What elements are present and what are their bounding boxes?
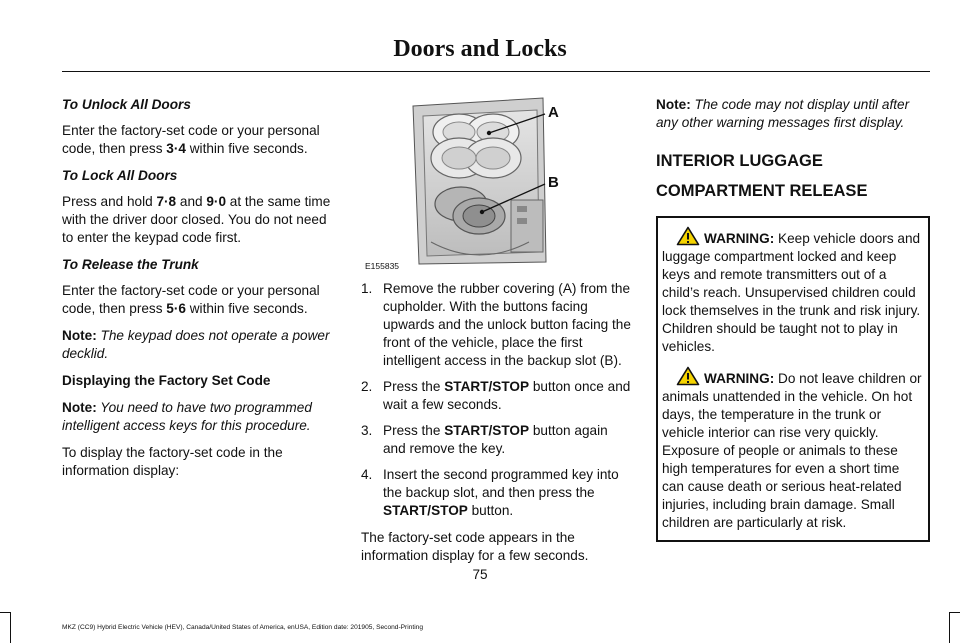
unlock-paragraph: [62, 122, 340, 158]
page-title: Doors and Locks: [393, 36, 567, 62]
step-number: 4.: [361, 467, 373, 482]
lock-text: Press and hold: [62, 194, 157, 209]
trunk-paragraph: [62, 282, 340, 318]
step-button-name: START/STOP: [444, 423, 530, 438]
trunk-text-end: within five seconds.: [185, 301, 308, 316]
note-text: The code may not display until after any other warning messages first display.: [656, 97, 910, 130]
note-label: Note:: [62, 400, 97, 415]
lock-text-end: at the same time with the driver door closed. You do not need to enter the keypad code first.: [62, 194, 331, 245]
edition-footer: MKZ (CC9) Hybrid Electric Vehicle (HEV), Canada/United States of America, enUSA, Edition date: 201905, Second-Printing: [62, 624, 423, 631]
unlock-text: Enter the factory-set code or your personal code, then press: [62, 123, 320, 156]
lock-paragraph: [62, 193, 340, 247]
lock-text-and: and: [176, 194, 207, 209]
header-rule: [62, 71, 930, 72]
column-right: [656, 96, 928, 542]
step-button-name: START/STOP: [383, 503, 468, 518]
trunk-heading: To Release the Trunk: [62, 257, 199, 272]
unlock-key: 3·4: [166, 141, 186, 156]
cupholder-drawing: [361, 92, 623, 270]
procedure-steps: [361, 280, 633, 520]
section-heading-line-1: INTERIOR LUGGAGE: [656, 152, 823, 170]
display-code-paragraph: To display the factory-set code in the information display:: [62, 445, 283, 478]
step-text: Insert the second programmed key into the backup slot, and then press the: [383, 467, 619, 500]
step-number: 2.: [361, 379, 373, 394]
step-text-end: button once and wait a few seconds.: [383, 379, 631, 412]
closing-paragraph: The factory-set code appears in the information display for a few seconds.: [361, 530, 589, 563]
step-number: 1.: [361, 281, 373, 296]
crop-mark-right: [949, 612, 950, 643]
note-keypad: [62, 327, 340, 363]
warning-triangle-icon: [676, 226, 700, 246]
figure-label-b: B: [548, 174, 559, 191]
warning-label: WARNING:: [704, 371, 775, 386]
step-button-name: START/STOP: [444, 379, 530, 394]
unlock-heading: To Unlock All Doors: [62, 97, 191, 112]
section-heading: [656, 150, 928, 202]
step-number: 3.: [361, 423, 373, 438]
trunk-text: Enter the factory-set code or your personal code, then press: [62, 283, 320, 316]
note-label: Note:: [656, 97, 691, 112]
figure-label-a: A: [548, 104, 559, 121]
note-label: Note:: [62, 328, 97, 343]
warning-children-trunk: [662, 226, 924, 356]
unlock-text-end: within five seconds.: [185, 141, 308, 156]
column-left: [62, 96, 340, 489]
figure-code: E155835: [365, 261, 400, 271]
warning-triangle-icon: [676, 366, 700, 386]
note-text: You need to have two programmed intelligent access keys for this procedure.: [62, 400, 312, 433]
column-middle: [361, 92, 633, 574]
trunk-key: 5·6: [166, 301, 186, 316]
warning-text: Keep vehicle doors and luggage compartment locked and keep keys and remote transmitters out of a child’s reach. Unsupervised children could lock themselves in the trunk and risk injury. Children should be taught not to play in vehicles.: [662, 231, 921, 354]
lock-heading: To Lock All Doors: [62, 168, 178, 183]
note-intelligent-keys: [62, 399, 340, 435]
step-1: [361, 280, 633, 370]
warning-text: Do not leave children or animals unattended in the vehicle. On hot days, the temperature in the trunk or vehicle interior can rise very quickly. Exposure of people or animals to these high temperatures for even a short time can cause death or serious heat-related injuries, including brain damage. Small children are particularly at risk.: [662, 371, 922, 530]
note-code-display: [656, 96, 928, 132]
step-4: [361, 466, 633, 520]
display-code-heading: Displaying the Factory Set Code: [62, 373, 271, 388]
step-text: Press the: [383, 423, 445, 438]
step-3: [361, 422, 633, 458]
crop-mark-left: [10, 612, 11, 643]
warning-children-heat: [662, 366, 924, 532]
lock-key-2: 9·0: [206, 194, 227, 209]
crop-mark-left-h: [0, 612, 11, 613]
page-number: 75: [472, 567, 488, 582]
step-text: Press the: [383, 379, 445, 394]
section-heading-line-2: COMPARTMENT RELEASE: [656, 182, 868, 200]
warning-box: [656, 216, 930, 542]
crop-mark-right-h: [949, 612, 960, 613]
lock-key-1: 7·8: [156, 194, 177, 209]
step-2: [361, 378, 633, 414]
step-text-end: button.: [467, 503, 514, 518]
warning-label: WARNING:: [704, 231, 775, 246]
note-text: The keypad does not operate a power decklid.: [62, 328, 330, 361]
step-text: Remove the rubber covering (A) from the cupholder. With the buttons facing upwards and the unlock button facing the front of the vehicle, place the first intelligent access in the backup slot (B).: [383, 281, 631, 368]
cupholder-illustration: [361, 92, 623, 270]
step-text-end: button again and remove the key.: [383, 423, 608, 456]
